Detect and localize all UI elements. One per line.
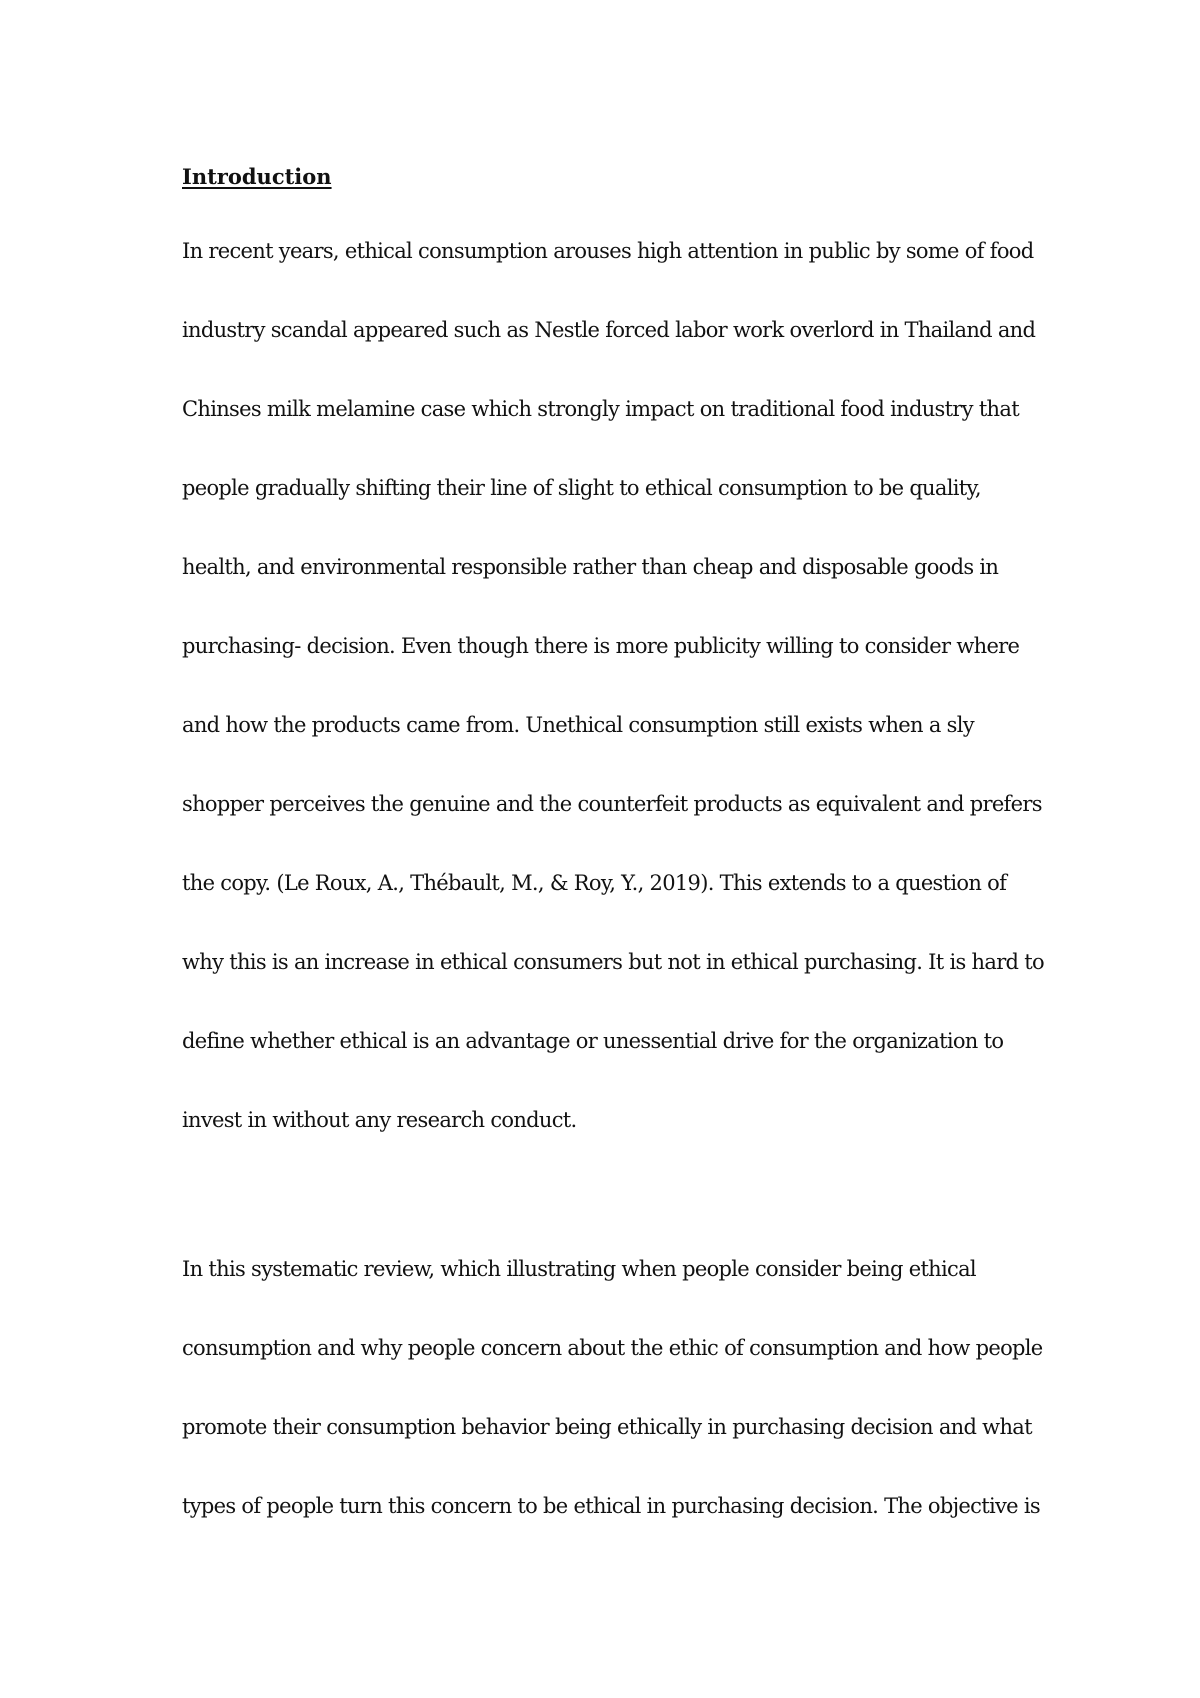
- paragraph-2-line: consumption and why people concern about the ethic of consumption and how people: [182, 1336, 1043, 1360]
- paragraph-1-line: In recent years, ethical consumption arouses high attention in public by some of food: [182, 239, 1034, 263]
- paragraph-2-line: promote their consumption behavior being ethically in purchasing decision and what: [182, 1415, 1032, 1439]
- paragraph-1-line: purchasing- decision. Even though there is more publicity willing to consider where: [182, 634, 1020, 658]
- paragraph-1-line: the copy. (Le Roux, A., Thébault, M., & Roy, Y., 2019). This extends to a question of: [182, 871, 1007, 895]
- paragraph-1-line: people gradually shifting their line of slight to ethical consumption to be quality,: [182, 476, 981, 500]
- paragraph-1-line: invest in without any research conduct.: [182, 1108, 577, 1132]
- paragraph-1-line: Chinses milk melamine case which strongly impact on traditional food industry that: [182, 397, 1019, 421]
- paragraph-1-line: industry scandal appeared such as Nestle forced labor work overlord in Thailand and: [182, 318, 1036, 342]
- paragraph-1-line: define whether ethical is an advantage or unessential drive for the organization to: [182, 1029, 1004, 1053]
- paragraph-1-line: and how the products came from. Unethical consumption still exists when a sly: [182, 713, 974, 737]
- paragraph-1-line: health, and environmental responsible rather than cheap and disposable goods in: [182, 555, 999, 579]
- paragraph-2-line: types of people turn this concern to be ethical in purchasing decision. The objective is: [182, 1494, 1040, 1518]
- paragraph-1-line: shopper perceives the genuine and the counterfeit products as equivalent and prefers: [182, 792, 1042, 816]
- section-heading: Introduction: [182, 164, 332, 189]
- paragraph-1-line: why this is an increase in ethical consumers but not in ethical purchasing. It is hard to: [182, 950, 1044, 974]
- paragraph-2-line: In this systematic review, which illustrating when people consider being ethical: [182, 1257, 976, 1281]
